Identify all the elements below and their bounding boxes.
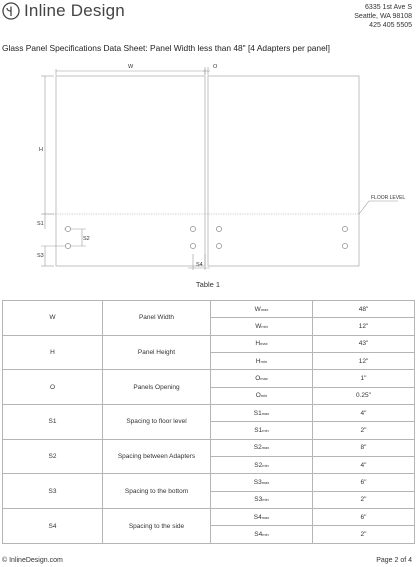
min-symbol-cell-subscript: min: [262, 532, 269, 538]
page-header: [0, 0, 416, 40]
address-line-1: 6335 1st Ave S: [365, 4, 412, 11]
table-row: [3, 370, 415, 387]
table-row: [3, 301, 415, 318]
min-symbol-cell-subscript: min: [262, 428, 269, 434]
max-symbol-cell-base: W: [254, 305, 261, 313]
min-value-cell: 2": [313, 526, 415, 544]
adapter-hole: [216, 226, 221, 231]
min-symbol-cell-subscript: min: [260, 358, 268, 364]
min-symbol-cell-base: S1: [254, 427, 263, 435]
max-value-cell: 1": [313, 370, 415, 387]
right-glass-panel: [208, 76, 359, 266]
label-s4: S4: [196, 262, 203, 268]
min-symbol-cell-base: W: [255, 323, 262, 331]
description-cell: Spacing to the bottom: [103, 474, 211, 509]
table-row: [3, 405, 415, 422]
table-row: [3, 474, 415, 491]
min-symbol-cell-base: S4: [254, 531, 263, 539]
max-symbol-cell: [211, 370, 313, 387]
min-symbol-cell: [211, 387, 313, 404]
table-row: [3, 509, 415, 526]
max-symbol-cell: [211, 405, 313, 422]
max-symbol-cell: [211, 439, 313, 456]
max-symbol-cell-base: H: [255, 340, 261, 348]
max-value-cell: 48": [313, 301, 415, 318]
label-s3: S3: [37, 253, 44, 259]
min-symbol-cell: [211, 491, 313, 508]
min-symbol-cell: [211, 353, 313, 370]
specification-table: [2, 300, 415, 544]
max-symbol-cell-base: S3: [253, 479, 262, 487]
min-symbol-cell-base: H: [255, 357, 261, 365]
label-w: W: [128, 64, 134, 70]
adapter-hole: [342, 243, 347, 248]
adapter-hole: [65, 243, 70, 248]
max-symbol-cell: [211, 335, 313, 352]
floor-level-leader: [359, 201, 369, 214]
min-symbol-cell-base: S2: [254, 461, 263, 469]
description-cell: Spacing between Adapters: [103, 439, 211, 474]
adapter-hole: [216, 243, 221, 248]
parameter-cell: S3: [3, 474, 103, 509]
adapter-hole: [65, 226, 70, 231]
document-title: Glass Panel Specifications Data Sheet: Panel Width less than 48" [4 Adapters per panel]: [2, 43, 330, 53]
label-s2: S2: [83, 236, 90, 242]
adapter-hole: [342, 226, 347, 231]
table-row: [3, 439, 415, 456]
min-value-cell: 12": [313, 353, 415, 370]
min-value-cell: 4": [313, 457, 415, 474]
parameter-cell: O: [3, 370, 103, 405]
company-address: [354, 3, 412, 30]
min-value-cell: 2": [313, 491, 415, 508]
max-value-cell: 6": [313, 474, 415, 491]
min-symbol-cell: [211, 526, 313, 544]
max-symbol-cell-base: O: [255, 375, 261, 383]
min-symbol-cell: [211, 422, 313, 439]
min-symbol-cell-base: O: [255, 392, 261, 400]
max-symbol-cell-base: S2: [253, 444, 262, 452]
min-symbol-cell-subscript: min: [261, 324, 268, 330]
adapter-hole: [190, 226, 195, 231]
parameter-cell: H: [3, 335, 103, 370]
description-cell: Spacing to the side: [103, 509, 211, 544]
min-symbol-cell: [211, 457, 313, 474]
description-cell: Panel Height: [103, 335, 211, 370]
max-symbol-cell: [211, 301, 313, 318]
table-row: [3, 335, 415, 352]
panel-diagram: [0, 56, 416, 274]
min-symbol-cell-subscript: min: [262, 462, 269, 468]
parameter-cell: S2: [3, 439, 103, 474]
address-line-2: Seattle, WA 98108: [354, 13, 412, 20]
max-value-cell: 43": [313, 335, 415, 352]
max-symbol-cell-subscript: max: [260, 306, 269, 312]
adapter-hole: [190, 243, 195, 248]
description-cell: Panels Opening: [103, 370, 211, 405]
max-symbol-cell: [211, 474, 313, 491]
label-s1: S1: [37, 221, 44, 227]
footer-page-number: Page 2 of 4: [376, 557, 412, 564]
label-o: O: [213, 64, 218, 70]
max-symbol-cell-subscript: max: [261, 480, 270, 486]
max-symbol-cell-subscript: max: [261, 410, 270, 416]
brand-name: Inline Design: [24, 1, 125, 20]
description-cell: Spacing to floor level: [103, 405, 211, 440]
min-symbol-cell-subscript: min: [260, 393, 268, 399]
min-value-cell: 2": [313, 422, 415, 439]
label-floor-level: FLOOR LEVEL: [371, 195, 406, 201]
max-symbol-cell-subscript: max: [260, 376, 268, 382]
min-symbol-cell-subscript: min: [262, 497, 269, 503]
max-value-cell: 4": [313, 405, 415, 422]
inline-design-logo-icon: [2, 2, 20, 20]
max-value-cell: 8": [313, 439, 415, 456]
max-symbol-cell-subscript: max: [261, 445, 270, 451]
max-symbol-cell: [211, 509, 313, 526]
label-h: H: [39, 147, 43, 153]
max-symbol-cell-base: S1: [253, 409, 262, 417]
min-symbol-cell: [211, 318, 313, 335]
parameter-cell: S1: [3, 405, 103, 440]
phone-number: 425 405 5505: [369, 22, 412, 29]
max-value-cell: 6": [313, 509, 415, 526]
description-cell: Panel Width: [103, 301, 211, 336]
footer-copyright: © InlineDesign.com: [2, 557, 63, 564]
max-symbol-cell-subscript: max: [261, 514, 270, 520]
min-value-cell: 0.25": [313, 387, 415, 404]
table-caption: Table 1: [195, 280, 221, 289]
left-glass-panel: [56, 76, 205, 266]
min-symbol-cell-base: S3: [254, 496, 263, 504]
parameter-cell: S4: [3, 509, 103, 544]
min-value-cell: 12": [313, 318, 415, 335]
max-symbol-cell-subscript: max: [260, 341, 268, 347]
parameter-cell: W: [3, 301, 103, 336]
max-symbol-cell-base: S4: [253, 513, 262, 521]
